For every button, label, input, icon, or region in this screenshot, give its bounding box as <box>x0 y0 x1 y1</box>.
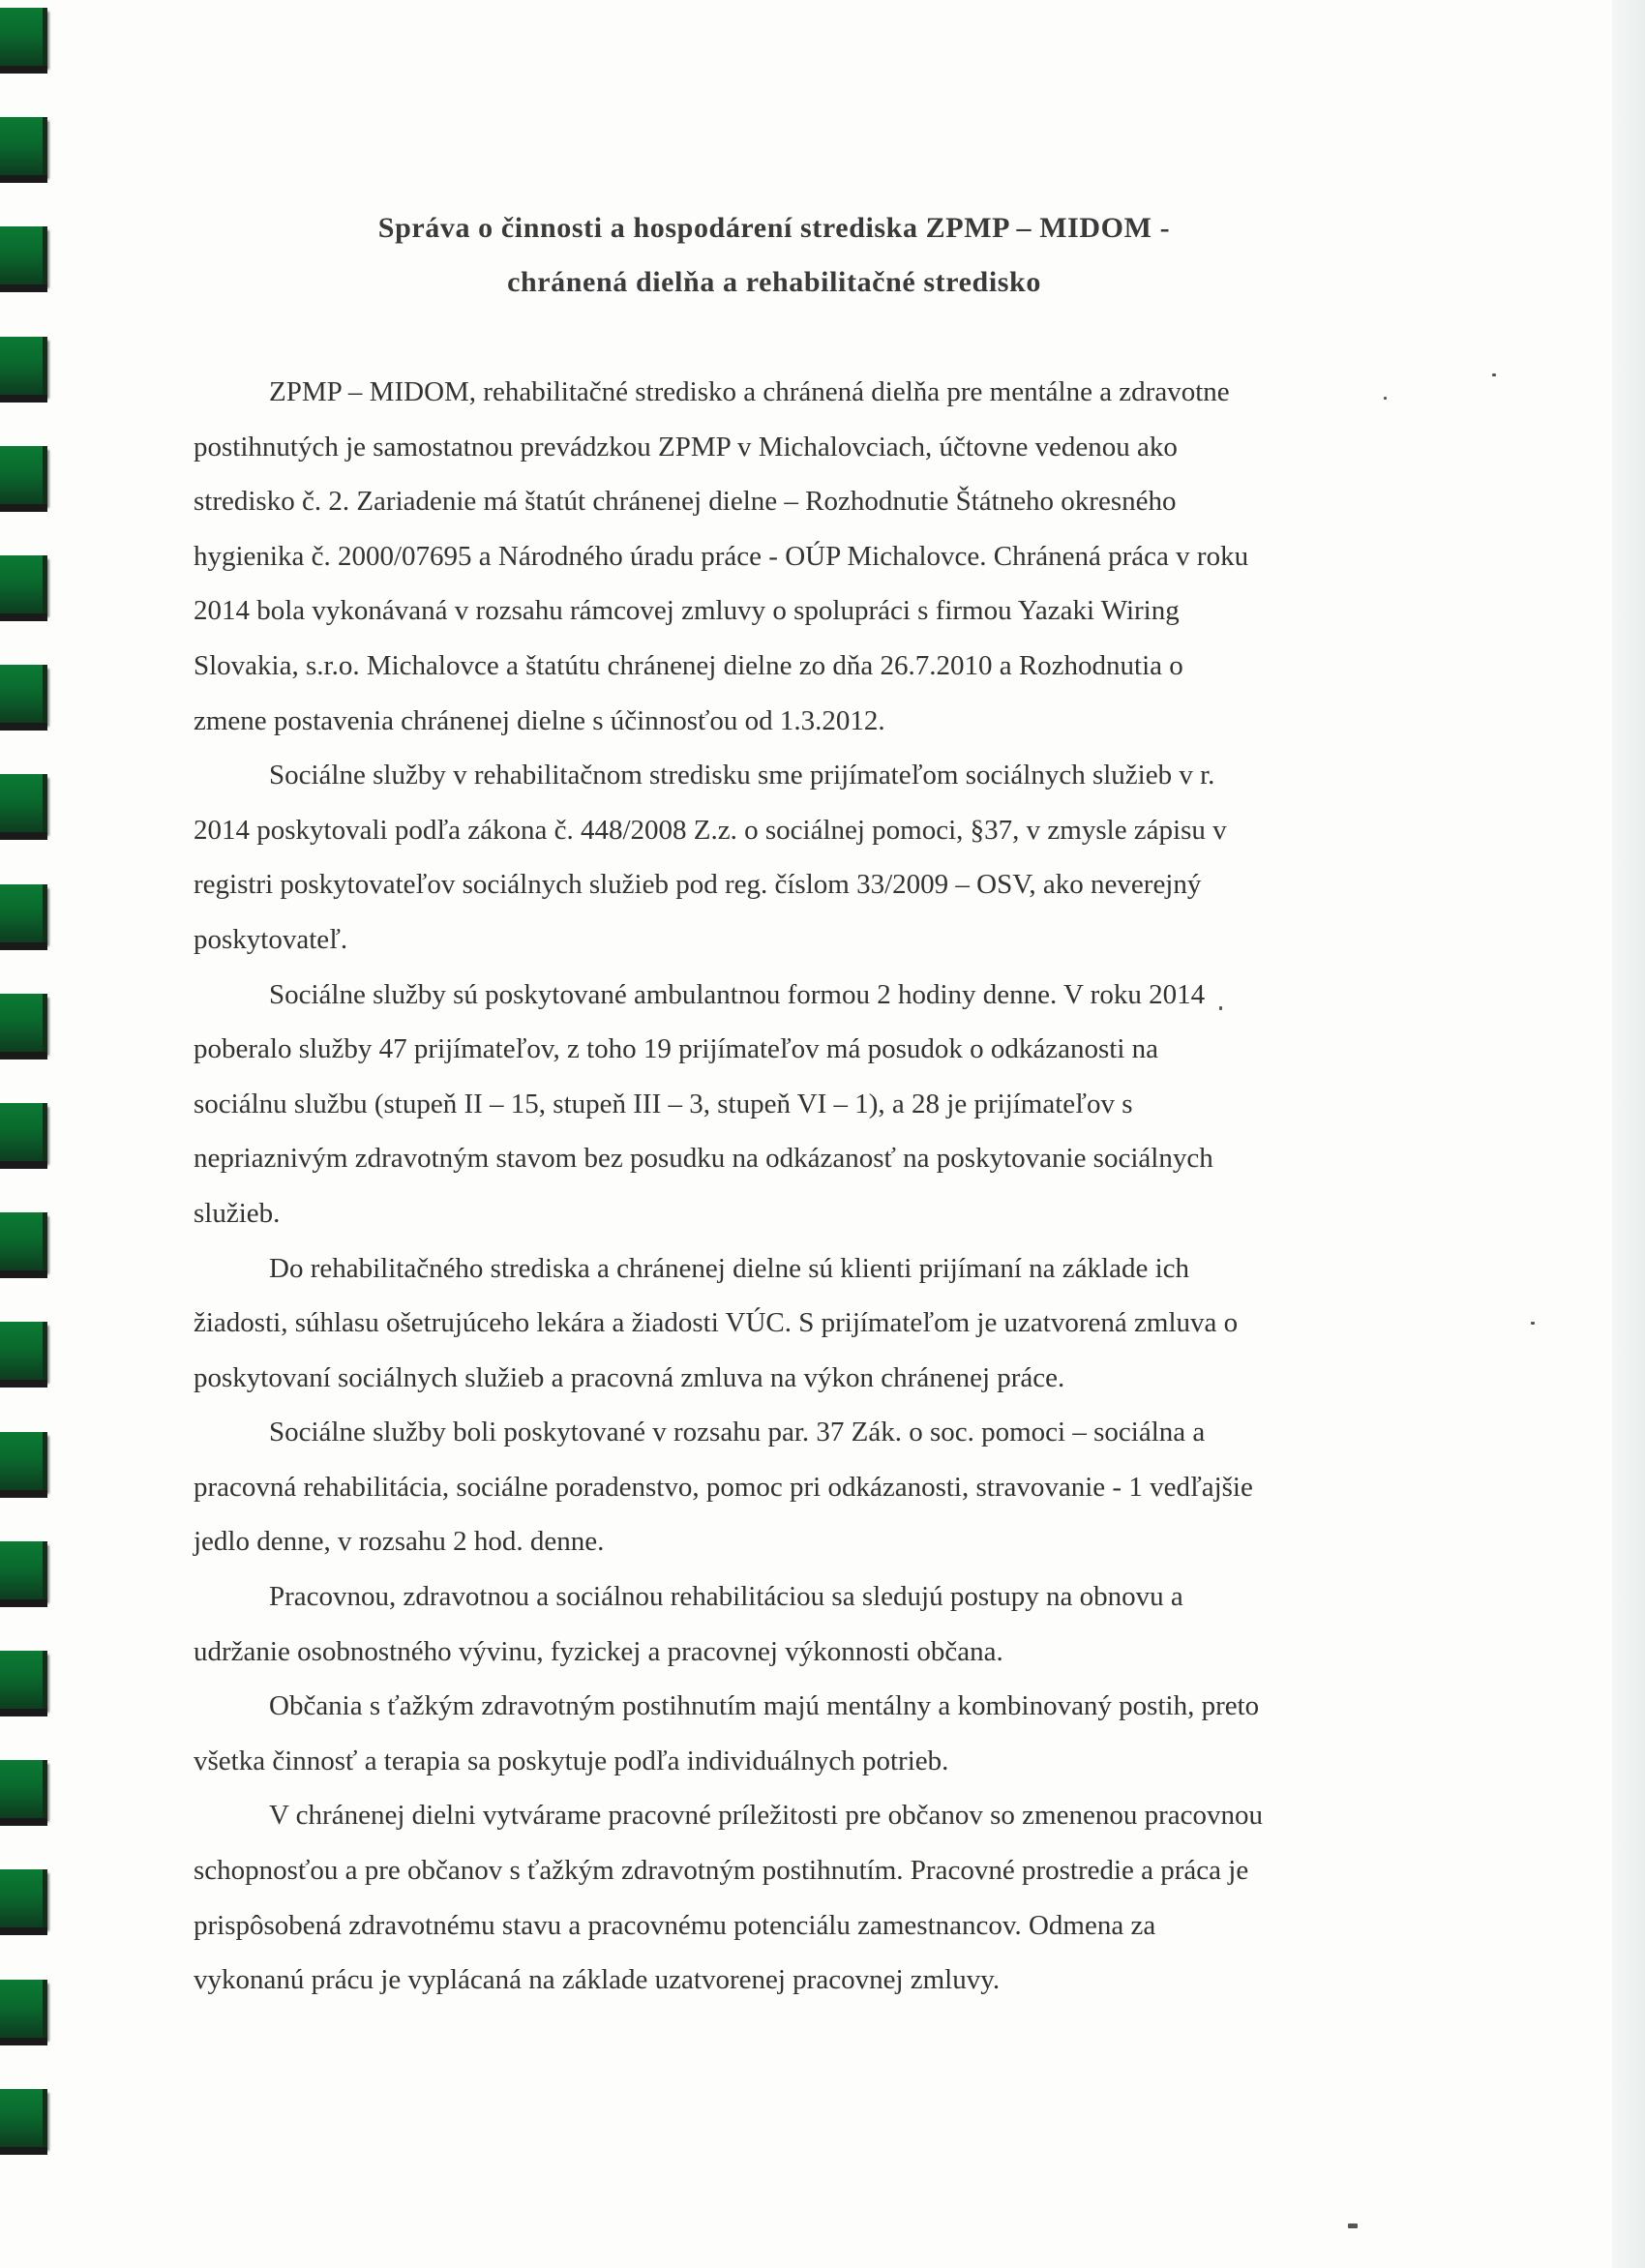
title-line-2: chránená dielňa a rehabilitačné stredisko <box>507 266 1041 298</box>
title-line-1: Správa o činnosti a hospodárení strediska ZPMP – MIDOM - <box>377 212 1171 244</box>
document-body <box>194 365 1403 2008</box>
scan-speck <box>1531 1322 1535 1325</box>
binding-hole <box>0 1541 47 1599</box>
binding-hole <box>0 1322 47 1380</box>
text-line: všetka činnosť a terapia sa poskytuje podľa individuálnych potrieb. <box>194 1745 949 1776</box>
text-line: žiadosti, súhlasu ošetrujúceho lekára a žiadosti VÚC. S prijímateľom je uzatvorená zmluva o <box>194 1307 1239 1339</box>
text-line: poberalo služby 47 prijímateľov, z toho 19 prijímateľov má posudok o odkázanosti na <box>194 1033 1159 1065</box>
binding-hole <box>0 774 47 832</box>
binding-hole <box>0 1651 47 1709</box>
text-line: ZPMP – MIDOM, rehabilitačné stredisko a chránená dielňa pre mentálne a zdravotne <box>269 376 1230 407</box>
text-line: 2014 poskytovali podľa zákona č. 448/2008 Z.z. o sociálnej pomoci, §37, v zmysle zápisu v <box>194 814 1227 846</box>
binding-hole <box>0 1760 47 1818</box>
page-right-edge <box>1612 0 1645 2268</box>
binding-hole <box>0 337 47 395</box>
text-line: pracovná rehabilitácia, sociálne poradenstvo, pomoc pri odkázanosti, stravovanie - 1 vedľajšie <box>194 1471 1253 1503</box>
scan-speck <box>1219 1006 1222 1010</box>
text-line: schopnosťou a pre občanov s ťažkým zdravotným postihnutím. Pracovné prostredie a práca je <box>194 1855 1249 1887</box>
text-line: V chránenej dielni vytvárame pracovné príležitosti pre občanov so zmenenou pracovnou <box>269 1800 1263 1832</box>
binding-hole <box>0 1869 47 1927</box>
scan-speck <box>1348 2223 1358 2228</box>
document-title <box>194 201 1355 310</box>
text-line: poskytovaní sociálnych služieb a pracovná zmluva na výkon chránenej práce. <box>194 1361 1065 1393</box>
binding-hole <box>0 2089 47 2147</box>
binding-hole <box>0 1212 47 1270</box>
binding-hole <box>0 884 47 942</box>
binding-hole <box>0 1980 47 2038</box>
text-line: zmene postavenia chránenej dielne s účinnosťou od 1.3.2012. <box>194 704 885 736</box>
text-line: Sociálne služby boli poskytované v rozsahu par. 37 Zák. o soc. pomoci – sociálna a <box>269 1417 1206 1448</box>
binding-hole <box>0 226 47 284</box>
binding-hole <box>0 8 47 66</box>
binding-hole <box>0 665 47 723</box>
text-line: Slovakia, s.r.o. Michalovce a štatútu chránenej dielne zo dňa 26.7.2010 a Rozhodnutia o <box>194 649 1183 681</box>
text-line: registri poskytovateľov sociálnych služieb pod reg. číslom 33/2009 – OSV, ako neverejný <box>194 869 1202 901</box>
text-line: postihnutých je samostatnou prevádzkou ZPMP v Michalovciach, účtovne vedenou ako <box>194 431 1178 463</box>
text-line: jedlo denne, v rozsahu 2 hod. denne. <box>194 1526 605 1558</box>
binding-hole <box>0 117 47 175</box>
text-line: udržanie osobnostného vývinu, fyzickej a pracovnej výkonnosti občana. <box>194 1635 1003 1667</box>
binding-hole <box>0 994 47 1052</box>
text-line: 2014 bola vykonávaná v rozsahu rámcovej zmluvy o spolupráci s firmou Yazaki Wiring <box>194 595 1180 627</box>
text-line: služieb. <box>194 1197 281 1229</box>
scan-speck <box>1492 373 1496 376</box>
text-line: nepriaznivým zdravotným stavom bez posudku na odkázanosť na poskytovanie sociálnych <box>194 1143 1213 1175</box>
binding-hole <box>0 1103 47 1161</box>
text-line: Pracovnou, zdravotnou a sociálnou rehabilitáciou sa sledujú postupy na obnovu a <box>269 1581 1183 1613</box>
comb-binding <box>0 0 58 2268</box>
binding-hole <box>0 446 47 504</box>
text-line: prispôsobená zdravotnému stavu a pracovnému potenciálu zamestnancov. Odmena za <box>194 1909 1156 1941</box>
binding-hole <box>0 1432 47 1490</box>
text-line: stredisko č. 2. Zariadenie má štatút chránenej dielne – Rozhodnutie Štátneho okresného <box>194 486 1177 518</box>
binding-hole <box>0 555 47 613</box>
text-line: Občania s ťažkým zdravotným postihnutím majú mentálny a kombinovaný postih, preto <box>269 1690 1260 1722</box>
text-line: vykonanú prácu je vyplácaná na základe uzatvorenej pracovnej zmluvy. <box>194 1964 1001 1996</box>
text-line: Do rehabilitačného strediska a chránenej dielne sú klienti prijímaní na základe ich <box>269 1252 1189 1284</box>
text-line: Sociálne služby v rehabilitačnom stredisku sme prijímateľom sociálnych služieb v r. <box>269 760 1215 791</box>
text-line: poskytovateľ. <box>194 923 348 955</box>
scan-speck <box>1384 397 1387 400</box>
text-line: hygienika č. 2000/07695 a Národného úradu práce - OÚP Michalovce. Chránená práca v roku <box>194 540 1249 572</box>
text-line: sociálnu službu (stupeň II – 15, stupeň III – 3, stupeň VI – 1), a 28 je prijímateľov s <box>194 1088 1133 1119</box>
text-line: Sociálne služby sú poskytované ambulantnou formou 2 hodiny denne. V roku 2014 <box>269 978 1206 1010</box>
